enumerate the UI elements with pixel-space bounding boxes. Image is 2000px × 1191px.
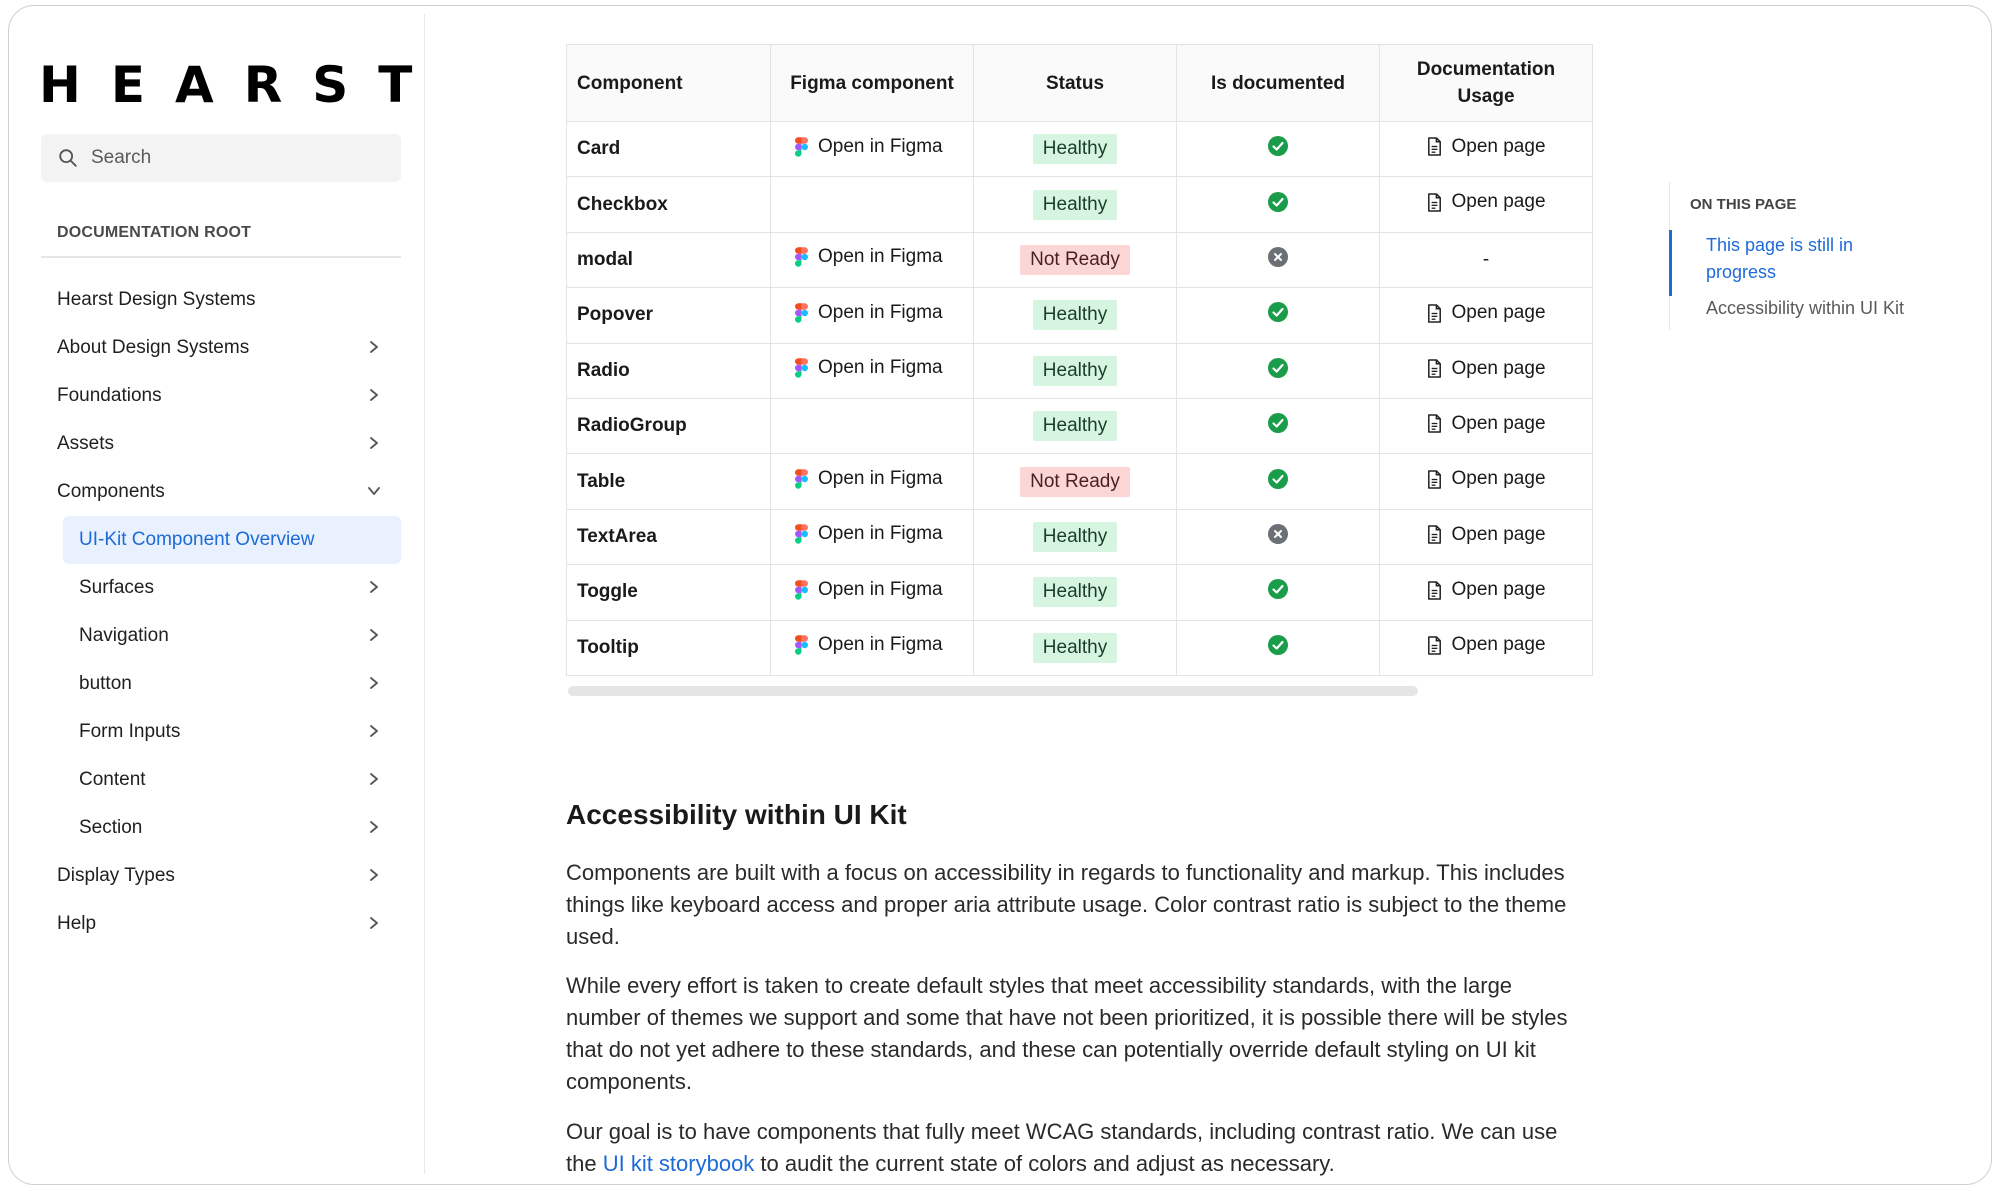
sidebar-item-assets[interactable] [41, 420, 401, 468]
figma-cell [771, 122, 974, 177]
table-row [567, 122, 1593, 177]
sidebar-item-form-inputs[interactable] [41, 708, 401, 756]
chevron-right-icon [367, 676, 381, 690]
chevron-right-icon [367, 916, 381, 930]
open-in-figma-link[interactable] [795, 357, 943, 379]
paragraph [566, 1116, 1576, 1180]
open-in-figma-link[interactable] [795, 579, 943, 601]
column-header-component: Component [567, 45, 771, 122]
usage-cell [1380, 565, 1593, 620]
sidebar-item-navigation[interactable] [41, 612, 401, 660]
check-circle-icon [1267, 301, 1289, 323]
paragraph-text: Our goal is to have components that fully meet WCAG standards, including contrast ratio. We can use the [566, 1119, 1558, 1176]
status-cell [974, 398, 1177, 453]
status-cell [974, 122, 1177, 177]
status-badge: Healthy [1033, 190, 1117, 220]
documented-cell [1177, 509, 1380, 564]
chevron-right-icon [367, 772, 381, 786]
figma-cell [771, 232, 974, 287]
open-page-link[interactable] [1426, 524, 1545, 546]
component-name: Tooltip [567, 620, 771, 675]
open-page-label: Open page [1451, 302, 1546, 324]
component-table-container [566, 44, 1588, 676]
status-badge: Healthy [1033, 300, 1117, 330]
usage-cell [1380, 343, 1593, 398]
open-page-link[interactable] [1426, 302, 1545, 324]
component-name: Popover [567, 288, 771, 343]
table-row [567, 398, 1593, 453]
sidebar-item-help[interactable] [41, 900, 401, 948]
status-badge: Healthy [1033, 356, 1117, 386]
document-icon [1426, 359, 1443, 378]
chevron-right-icon [367, 628, 381, 642]
status-badge: Healthy [1033, 577, 1117, 607]
section-label: DOCUMENTATION ROOT [57, 224, 252, 241]
paragraph: While every effort is taken to create default styles that meet accessibility standards, with the large number of themes we support and some that have not been prioritized, it is possible there will be styles that do not yet adhere to these standards, and these can potentially override default styling on UI kit components. [566, 973, 1568, 1094]
chevron-right-icon [367, 820, 381, 834]
column-header-status: Status [974, 45, 1177, 122]
open-page-link[interactable] [1426, 634, 1545, 656]
documented-cell [1177, 122, 1380, 177]
sidebar-item-label: Help [57, 913, 97, 934]
sidebar-item-label: Surfaces [79, 577, 154, 598]
component-name: Card [567, 122, 771, 177]
component-name: TextArea [567, 509, 771, 564]
documented-cell [1177, 620, 1380, 675]
open-page-label: Open page [1451, 357, 1546, 379]
x-circle-icon [1267, 246, 1289, 268]
check-circle-icon [1267, 578, 1289, 600]
storybook-link[interactable]: UI kit storybook [602, 1151, 755, 1176]
figma-cell [771, 454, 974, 509]
sidebar-item-ui-kit-component-overview[interactable] [63, 516, 401, 564]
open-page-label: Open page [1451, 468, 1546, 490]
component-name: Toggle [567, 565, 771, 620]
check-circle-icon [1267, 191, 1289, 213]
usage-cell [1380, 288, 1593, 343]
sidebar [9, 14, 443, 1174]
open-in-figma-link[interactable] [795, 246, 943, 268]
usage-header-label: Documentation Usage [1416, 59, 1556, 107]
open-in-figma-link[interactable] [795, 523, 943, 545]
figma-link-label: Open in Figma [818, 135, 943, 157]
sidebar-item-label: About Design Systems [57, 337, 250, 358]
open-page-label: Open page [1451, 191, 1546, 213]
figma-icon [795, 580, 808, 600]
table-of-contents [1669, 182, 1969, 330]
figma-icon [795, 524, 808, 544]
usage-cell [1380, 454, 1593, 509]
check-circle-icon [1267, 412, 1289, 434]
usage-cell [1380, 122, 1593, 177]
usage-cell [1380, 398, 1593, 453]
sidebar-item-label: Components [57, 481, 165, 502]
sidebar-item-label: Assets [57, 433, 115, 454]
column-header-usage [1380, 45, 1593, 122]
check-circle-icon [1267, 468, 1289, 490]
open-page-link[interactable] [1426, 468, 1545, 490]
sidebar-item-label: Display Types [57, 865, 175, 886]
document-icon [1426, 137, 1443, 156]
open-page-link[interactable] [1426, 191, 1545, 213]
figma-cell [771, 565, 974, 620]
figma-link-label: Open in Figma [818, 578, 943, 600]
figma-cell [771, 343, 974, 398]
sidebar-item-about-design-systems[interactable] [41, 324, 401, 372]
status-badge: Not Ready [1020, 245, 1130, 275]
check-circle-icon [1267, 357, 1289, 379]
status-cell [974, 454, 1177, 509]
sidebar-item-hearst-design-systems[interactable] [41, 276, 401, 324]
open-page-label: Open page [1451, 135, 1546, 157]
documented-cell [1177, 288, 1380, 343]
status-badge: Healthy [1033, 633, 1117, 663]
chevron-right-icon [367, 388, 381, 402]
search-icon [57, 147, 79, 169]
table-row [567, 620, 1593, 675]
figma-link-label: Open in Figma [818, 301, 943, 323]
section-heading: Accessibility within UI Kit [566, 799, 907, 830]
figma-cell [771, 288, 974, 343]
documented-cell [1177, 398, 1380, 453]
sidebar-item-components[interactable] [41, 468, 401, 516]
sidebar-item-label: button [79, 673, 132, 694]
documented-cell [1177, 454, 1380, 509]
usage-cell [1380, 620, 1593, 675]
document-icon [1426, 581, 1443, 600]
status-badge: Healthy [1033, 411, 1117, 441]
sidebar-item-label: Navigation [79, 625, 169, 646]
component-table [566, 44, 1593, 676]
documented-cell [1177, 565, 1380, 620]
document-icon [1426, 636, 1443, 655]
figma-cell [771, 398, 974, 453]
sidebar-item-button[interactable] [41, 660, 401, 708]
main-content [449, 6, 1629, 1185]
status-cell [974, 620, 1177, 675]
search-input[interactable] [41, 134, 401, 182]
open-page-link[interactable] [1426, 358, 1545, 380]
table-row [567, 343, 1593, 398]
document-icon [1426, 470, 1443, 489]
status-badge: Healthy [1033, 522, 1117, 552]
sidebar-item-section[interactable] [41, 804, 401, 852]
figma-icon [795, 303, 808, 323]
sidebar-item-display-types[interactable] [41, 852, 401, 900]
paragraph-text: to audit the current state of colors and adjust as necessary. [754, 1151, 1335, 1176]
column-header-figma: Figma component [771, 45, 974, 122]
component-name: Radio [567, 343, 771, 398]
table-row [567, 177, 1593, 232]
figma-link-label: Open in Figma [818, 357, 943, 379]
table-row [567, 565, 1593, 620]
status-cell [974, 177, 1177, 232]
open-in-figma-link[interactable] [795, 136, 943, 158]
column-header-documented: Is documented [1177, 45, 1380, 122]
horizontal-scrollbar[interactable] [568, 686, 1418, 696]
check-circle-icon [1267, 135, 1289, 157]
open-page-label: Open page [1451, 579, 1546, 601]
document-icon [1426, 304, 1443, 323]
figma-cell [771, 620, 974, 675]
check-circle-icon [1267, 634, 1289, 656]
figma-link-label: Open in Figma [818, 634, 943, 656]
sidebar-item-foundations[interactable] [41, 372, 401, 420]
sidebar-item-label: Content [79, 769, 146, 790]
open-in-figma-link[interactable] [795, 302, 943, 324]
status-badge: Not Ready [1020, 467, 1130, 497]
component-name: RadioGroup [567, 398, 771, 453]
figma-link-label: Open in Figma [818, 523, 943, 545]
table-row [567, 232, 1593, 287]
sidebar-nav [41, 276, 401, 948]
open-page-link[interactable] [1426, 579, 1545, 601]
table-row [567, 509, 1593, 564]
component-name: modal [567, 232, 771, 287]
figma-icon [795, 137, 808, 157]
table-header-row [567, 45, 1593, 122]
component-name: Checkbox [567, 177, 771, 232]
open-page-link[interactable] [1426, 136, 1545, 158]
figma-link-label: Open in Figma [818, 468, 943, 490]
search-placeholder: Search [91, 147, 152, 168]
table-row [567, 454, 1593, 509]
table-row [567, 288, 1593, 343]
sidebar-item-label: Form Inputs [79, 721, 181, 742]
figma-icon [795, 469, 808, 489]
toc-item-accessibility[interactable]: Accessibility within UI Kit [1706, 298, 1905, 318]
status-cell [974, 565, 1177, 620]
document-icon [1426, 193, 1443, 212]
sidebar-item-surfaces[interactable] [41, 564, 401, 612]
open-page-label: Open page [1451, 523, 1546, 545]
open-page-link[interactable] [1426, 413, 1545, 435]
open-page-label: Open page [1451, 412, 1546, 434]
status-cell [974, 288, 1177, 343]
sidebar-item-label: UI-Kit Component Overview [79, 529, 315, 550]
sidebar-item-content[interactable] [41, 756, 401, 804]
status-cell [974, 509, 1177, 564]
documented-cell [1177, 232, 1380, 287]
chevron-right-icon [367, 340, 381, 354]
component-name: Table [567, 454, 771, 509]
figma-cell [771, 177, 974, 232]
sidebar-item-label: Foundations [57, 385, 162, 406]
figma-cell [771, 509, 974, 564]
paragraph: Components are built with a focus on accessibility in regards to functionality and markup. This includes things like keyboard access and proper aria attribute usage. Color contrast ratio is subject to the theme used. [566, 860, 1567, 949]
usage-empty: - [1482, 248, 1490, 270]
app-window [8, 5, 1992, 1185]
document-icon [1426, 525, 1443, 544]
sidebar-item-label: Section [79, 817, 143, 838]
chevron-right-icon [367, 580, 381, 594]
chevron-down-icon [367, 484, 381, 498]
divider [41, 256, 401, 258]
open-page-label: Open page [1451, 634, 1546, 656]
status-badge: Healthy [1033, 134, 1117, 164]
figma-icon [795, 247, 808, 267]
toc-heading: ON THIS PAGE [1690, 196, 1797, 213]
open-in-figma-link[interactable] [795, 468, 943, 490]
chevron-right-icon [367, 868, 381, 882]
figma-icon [795, 635, 808, 655]
table-body [567, 122, 1593, 676]
chevron-right-icon [367, 436, 381, 450]
figma-link-label: Open in Figma [818, 246, 943, 268]
status-cell [974, 232, 1177, 287]
chevron-right-icon [367, 724, 381, 738]
figma-icon [795, 358, 808, 378]
hearst-logo[interactable]: HEARST [39, 56, 443, 114]
status-cell [974, 343, 1177, 398]
open-in-figma-link[interactable] [795, 634, 943, 656]
sidebar-item-label: Hearst Design Systems [57, 289, 256, 310]
x-circle-icon [1267, 523, 1289, 545]
documented-cell [1177, 177, 1380, 232]
usage-cell [1380, 232, 1593, 287]
document-icon [1426, 414, 1443, 433]
toc-active-indicator [1669, 230, 1672, 296]
usage-cell [1380, 509, 1593, 564]
toc-item-in-progress[interactable]: This page is still in progress [1706, 235, 1854, 282]
usage-cell [1380, 177, 1593, 232]
documented-cell [1177, 343, 1380, 398]
